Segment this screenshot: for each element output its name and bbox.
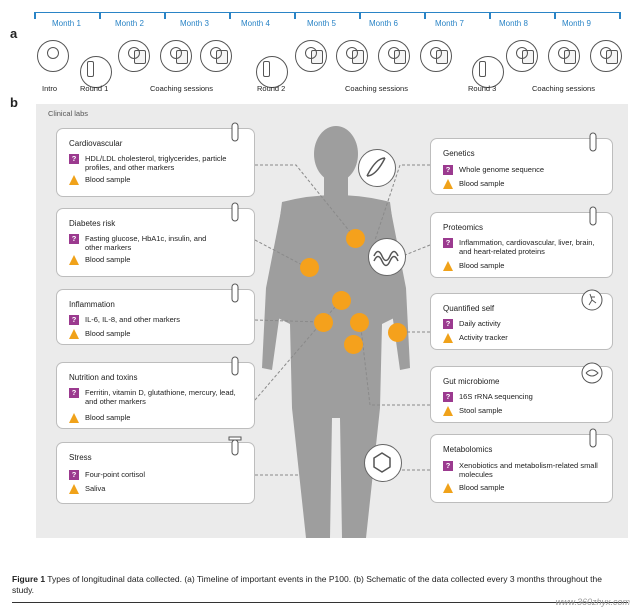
question-icon: ? <box>69 470 79 480</box>
caption-rule <box>12 602 628 603</box>
question-icon: ? <box>69 154 79 164</box>
caption-text: Types of longitudinal data collected. (a) Timeline of important events in the P100. (b) Schematic of the data collected every 3 months throughout the study. <box>12 574 602 595</box>
clinical-labs-label: Clinical labs <box>48 109 89 118</box>
warning-icon <box>443 179 453 189</box>
box-title: Stress <box>69 453 92 462</box>
microbiome-icon <box>580 361 604 385</box>
stage-label: Round 2 <box>257 84 286 93</box>
body-marker-dot <box>314 313 333 332</box>
molecule-icon <box>364 444 402 482</box>
dna-icon <box>358 149 396 187</box>
sample-text: Blood sample <box>459 483 505 492</box>
warning-icon <box>443 261 453 271</box>
measure-text: Four-point cortisol <box>85 470 146 479</box>
saliva-tube-icon <box>224 435 246 457</box>
month-label: Month 1 <box>52 19 81 28</box>
month-label: Month 3 <box>180 19 209 28</box>
month-label: Month 8 <box>499 19 528 28</box>
warning-icon <box>443 483 453 493</box>
month-label: Month 6 <box>369 19 398 28</box>
warning-icon <box>69 255 79 265</box>
measure-text: IL-6, IL-8, and other markers <box>85 315 181 324</box>
box-title: Diabetes risk <box>69 219 116 228</box>
body-marker-dot <box>388 323 407 342</box>
sample-text: Stool sample <box>459 406 503 415</box>
measure-text: Whole genome sequence <box>459 165 545 174</box>
inflammation-box <box>56 289 255 345</box>
stress-box <box>56 442 255 504</box>
panel-a-label: a <box>10 26 18 41</box>
month-label: Month 2 <box>115 19 144 28</box>
test-tube-icon <box>224 355 246 377</box>
body-marker-dot <box>350 313 369 332</box>
stage-label: Round 1 <box>80 84 109 93</box>
body-marker-dot <box>344 335 363 354</box>
protein-icon <box>368 238 406 276</box>
box-title: Nutrition and toxins <box>69 373 138 382</box>
box-title: Quantified self <box>443 304 495 313</box>
measure-text: HDL/LDL cholesterol, triglycerides, particle profiles, and other markers <box>85 154 227 172</box>
sample-text: Blood sample <box>85 175 131 184</box>
genetics-box <box>430 138 613 195</box>
month-label: Month 7 <box>435 19 464 28</box>
quantified-self-box <box>430 293 613 350</box>
question-icon: ? <box>69 315 79 325</box>
box-title: Cardiovascular <box>69 139 123 148</box>
body-marker-dot <box>346 229 365 248</box>
sample-text: Blood sample <box>85 329 131 338</box>
measure-text: Daily activity <box>459 319 501 328</box>
proteomics-box <box>430 212 613 278</box>
test-tube-icon <box>224 201 246 223</box>
warning-icon <box>443 406 453 416</box>
question-icon: ? <box>443 165 453 175</box>
question-icon: ? <box>443 461 453 471</box>
question-icon: ? <box>69 234 79 244</box>
test-tube-icon <box>582 427 604 449</box>
box-title: Proteomics <box>443 223 484 232</box>
stage-label: Coaching sessions <box>150 84 213 93</box>
body-marker-dot <box>332 291 351 310</box>
stage-label: Coaching sessions <box>532 84 595 93</box>
box-title: Gut microbiome <box>443 377 500 386</box>
test-tube-icon <box>582 205 604 227</box>
figure-caption <box>12 574 612 596</box>
sample-text: Blood sample <box>85 255 131 264</box>
sample-text: Activity tracker <box>459 333 508 342</box>
figure-number: Figure 1 <box>12 574 46 584</box>
gut-microbiome-box <box>430 366 613 423</box>
month-label: Month 9 <box>562 19 591 28</box>
month-label: Month 4 <box>241 19 270 28</box>
warning-icon <box>69 329 79 339</box>
sample-text: Blood sample <box>459 179 505 188</box>
question-icon: ? <box>443 392 453 402</box>
sample-text: Blood sample <box>85 413 131 422</box>
measure-text: Ferritin, vitamin D, glutathione, mercury, lead, and other markers <box>85 388 236 406</box>
warning-icon <box>69 484 79 494</box>
diabetes-risk-box <box>56 208 255 277</box>
watermark: www.360zhyx.com <box>555 597 630 607</box>
sample-text: Saliva <box>85 484 106 493</box>
warning-icon <box>69 413 79 423</box>
body-marker-dot <box>300 258 319 277</box>
panel-b-label: b <box>10 95 18 110</box>
stage-label: Intro <box>42 84 58 93</box>
stage-label: Round 3 <box>468 84 497 93</box>
test-tube-icon <box>224 282 246 304</box>
measure-text: Inflammation, cardiovascular, liver, brain, and heart-related proteins <box>459 238 595 256</box>
box-title: Inflammation <box>69 300 115 309</box>
running-person-icon <box>580 288 604 312</box>
test-tube-icon <box>582 131 604 153</box>
question-icon: ? <box>443 319 453 329</box>
stage-label: Coaching sessions <box>345 84 408 93</box>
warning-icon <box>443 333 453 343</box>
question-icon: ? <box>443 238 453 248</box>
measure-text: 16S rRNA sequencing <box>459 392 533 401</box>
warning-icon <box>69 175 79 185</box>
measure-text: Fasting glucose, HbA1c, insulin, and other markers <box>85 234 207 252</box>
box-title: Genetics <box>443 149 475 158</box>
question-icon: ? <box>69 388 79 398</box>
metabolomics-box <box>430 434 613 503</box>
test-tube-icon <box>224 121 246 143</box>
cardiovascular-box <box>56 128 255 197</box>
box-title: Metabolomics <box>443 445 493 454</box>
sample-text: Blood sample <box>459 261 505 270</box>
measure-text: Xenobiotics and metabolism-related small molecules <box>459 461 598 479</box>
month-label: Month 5 <box>307 19 336 28</box>
nutrition-toxins-box <box>56 362 255 429</box>
